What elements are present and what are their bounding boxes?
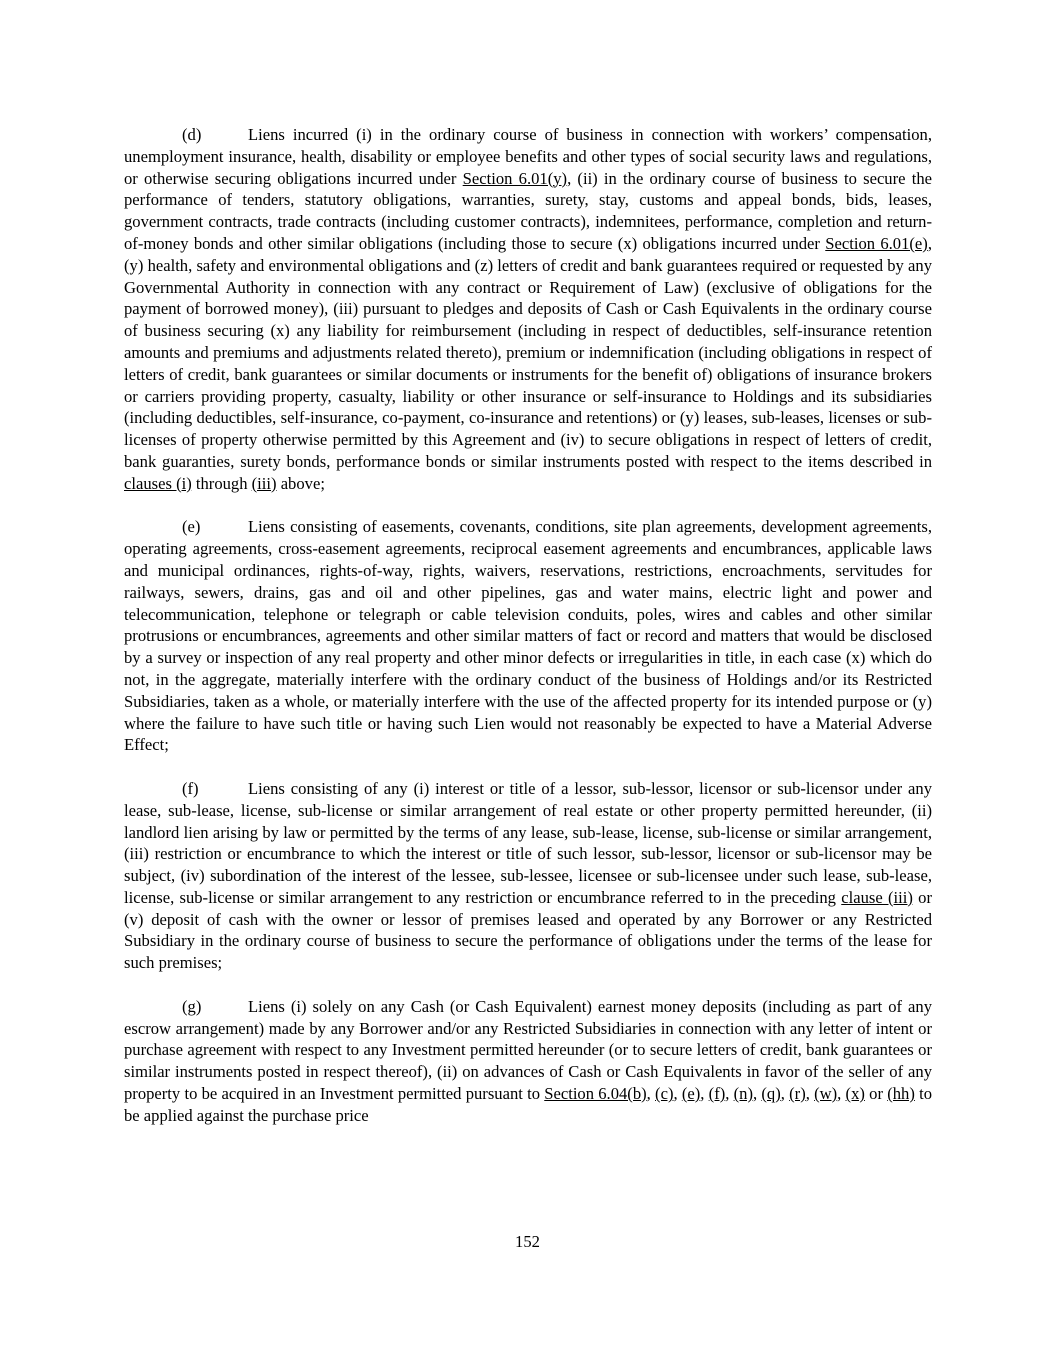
clause-paragraph [124, 996, 932, 1127]
clause-text: Liens consisting of any (i) interest or title of a lessor, sub-lessor, licensor or sub-licensor under any lease, sub-lease, license, sub-license or similar arrangement of real estate or other property permitted hereunder, (ii) landlord lien arising by law or permitted by the terms of any lease, sub-lease, license, sub-license or similar arrangement, (iii) restriction or encumbrance to which the interest or title of such lessor, sub-lessor, licensor or sub-licensor may be subject, (iv) subordination of the interest of the lessee, sub-lessee, licensee or sub-licensee under such lease, sub-lease, license, sub-license or similar arrangement to any restriction or encumbrance referred to in the preceding [124, 778, 932, 907]
clause-text: , [646, 1084, 656, 1104]
clause-text: or (v) deposit of cash with the owner or lessor of premises leased and operated by any Borrower or any Restricted Subsidiary in the ordinary course of business to secure the performance of obligations under the terms of the lease for such premises; [124, 887, 932, 973]
clause-text: , [805, 1084, 815, 1104]
clause-label: (e) [182, 517, 201, 537]
clause-text: to be applied against the purchase price [124, 1084, 933, 1125]
clause-paragraph [124, 778, 932, 974]
cross-reference: (w) [814, 1084, 838, 1104]
clause-text: , [673, 1084, 682, 1104]
cross-reference: clauses (i) [124, 473, 192, 493]
clause-text: Liens consisting of easements, covenants, conditions, site plan agreements, development agreements, operating agreements, cross-easement agreements, reciprocal easement agreements and encumbrances, applicable laws and municipal ordinances, rights-of-way, rights, waivers, reservations, restrictions, encroachments, servitudes for railways, sewers, drains, gas and oil and other pipelines, gas and water mains, electric light and power and telecommunication, telephone or telegraph or cable television conduits, poles, wires and cables and other similar protrusions or encumbrances, agreements and other similar matters of fact or record and matters that would be disclosed by a survey or inspection of any real property and other minor defects or irregularities in title, in each case (x) which do not, in the aggregate, materially interfere with the ordinary conduct of the business of Holdings and/or its Restricted Subsidiaries, taken as a whole, or materially interfere with the use of the affected property for its intended purpose or (y) where the failure to have such title or having such Lien would not reasonably be expected to have a Material Adverse Effect; [124, 517, 932, 755]
clause-text: above; [276, 473, 325, 493]
document-body [124, 124, 932, 1148]
cross-reference: (q) [761, 1084, 781, 1104]
cross-reference: Section 6.01(e) [825, 233, 928, 253]
cross-reference: (iii) [251, 473, 277, 493]
clause-label: (f) [182, 778, 199, 798]
clause-text: or [864, 1084, 888, 1104]
clause-text: Liens incurred (i) in the ordinary course of business in connection with workers’ compensation, unemployment insurance, health, disability or employee benefits and other types of social security laws and regulations, or otherwise securing obligations incurred under [124, 125, 932, 188]
clause-text: Liens (i) solely on any Cash (or Cash Equivalent) earnest money deposits (including as part of any escrow arrangement) made by any Borrower and/or any Restricted Subsidiaries in connection with any letter of intent or purchase agreement with respect to any Investment permitted hereunder (or to secure letters of credit, bank guarantees or similar instruments posted in respect thereof), (ii) on advances of Cash or Cash Equivalents in favor of the seller of any property to be acquired in an Investment permitted pursuant to [124, 996, 932, 1104]
cross-reference: clause (iii) [841, 887, 913, 907]
clause-text: , [725, 1084, 734, 1104]
page-number: 152 [515, 1232, 540, 1251]
cross-reference: (hh) [887, 1084, 915, 1104]
clause-text: , [780, 1084, 790, 1104]
clause-label: (g) [182, 996, 202, 1016]
cross-reference: Section 6.01(y) [462, 168, 568, 188]
clause-text: , [837, 1084, 846, 1104]
clause-text: , (ii) in the ordinary course of business to secure the performance of tenders, statutory obligations, warranties, surety, stay, customs and appeal bonds, bids, leases, government contracts, trade contracts (including customer contracts), indemnitees, performance, completion and return-of-money bonds and other similar obligations (including those to secure (x) obligations incurred under [124, 168, 932, 253]
cross-reference: Section 6.04(b) [544, 1084, 647, 1104]
clause-text: through [191, 473, 252, 493]
clause-text: , (y) health, safety and environmental obligations and (z) letters of credit and bank guarantees required or requested by any Governmental Authority in connection with any contract or Requirement of Law) (exclusive of obligations for the payment of borrowed money), (iii) pursuant to pledges and deposits of Cash or Cash Equivalents in the ordinary course of business securing (x) any liability for reimbursement (including in respect of deductibles, self-insurance retention amounts and premiums and adjustments related thereto), premium or indemnification (including obligations in respect of letters of credit, bank guarantees or similar documents or instruments for the benefit of) obligations of insurance brokers or carriers providing property, casualty, liability or other insurance or self-insurance to Holdings and its subsidiaries (including deductibles, self-insurance, co-payment, co-insurance and retentions) or (y) leases, sub-leases, licenses or sub-licenses of property otherwise permitted by this Agreement and (iv) to secure obligations in respect of letters of credit, bank guaranties, surety bonds, performance bonds or similar instruments posted with respect to the items described in [124, 233, 932, 471]
cross-reference: (e) [681, 1084, 701, 1104]
clause-text: , [753, 1084, 762, 1104]
cross-reference: (f) [708, 1084, 726, 1104]
cross-reference: (r) [789, 1084, 806, 1104]
clause-paragraph [124, 516, 932, 756]
cross-reference: (n) [733, 1084, 753, 1104]
clause-label: (d) [182, 125, 202, 144]
cross-reference: (x) [845, 1084, 865, 1104]
cross-reference: (c) [655, 1084, 674, 1104]
clause-text: , [700, 1084, 709, 1104]
clause-paragraph [124, 124, 932, 495]
